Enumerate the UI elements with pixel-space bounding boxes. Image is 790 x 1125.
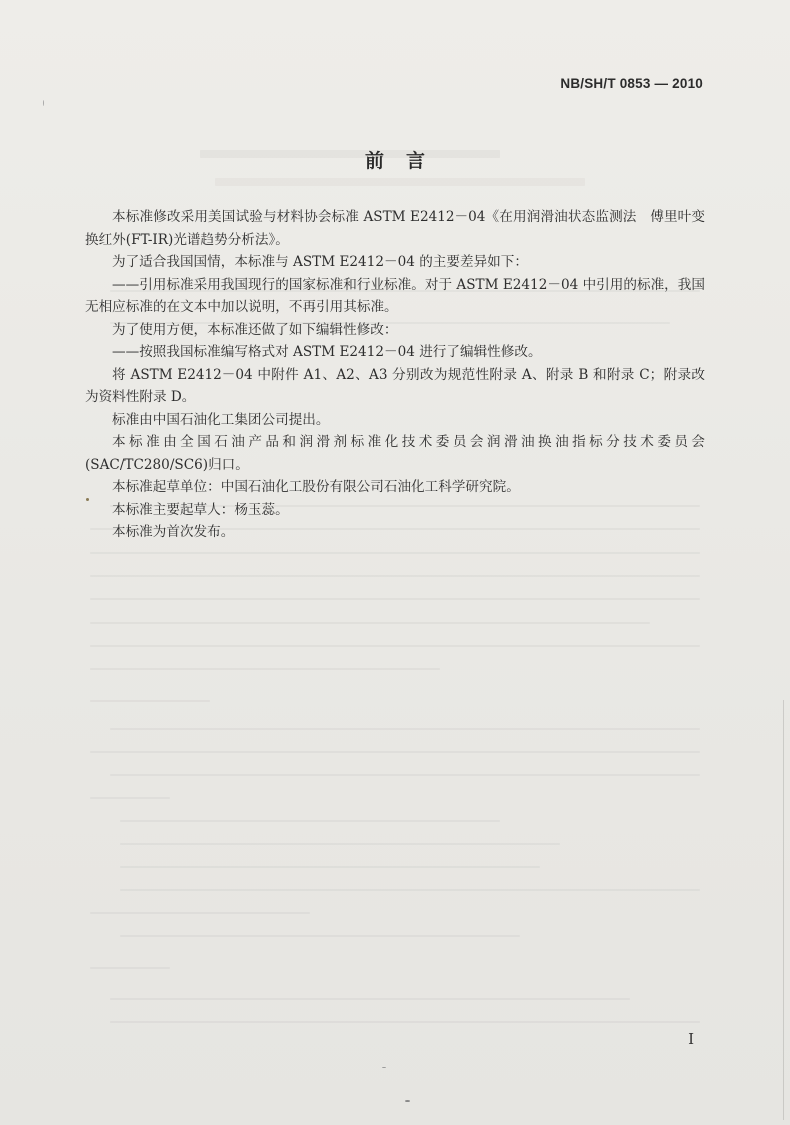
- scan-speck: [86, 498, 89, 501]
- paragraph: 本标准为首次发布。: [112, 524, 235, 540]
- paragraph: 将 ASTM E2412－04 中附件 A1、A2、A3 分别改为规范性附录 A、附录 B 和附录 C；附录改为资料性附录 D。: [85, 366, 705, 405]
- bleed-through-line: [120, 889, 700, 891]
- bleed-through-line: [120, 866, 540, 868]
- bleed-through-line: [90, 967, 170, 969]
- bleed-through-line: [110, 774, 700, 776]
- scan-speck: [382, 1067, 386, 1068]
- bleed-through-line: [90, 598, 700, 600]
- scan-speck: [43, 100, 44, 106]
- bleed-through-line: [90, 668, 440, 670]
- scan-edge-shadow: [783, 700, 784, 1120]
- bleed-through-line: [120, 820, 500, 822]
- paragraph: 标准由中国石油化工集团公司提出。: [112, 411, 330, 428]
- bleed-through-line: [90, 552, 700, 554]
- page-title: 前言: [364, 150, 447, 172]
- paragraph: 本标准修改采用美国试验与材料协会标准 ASTM E2412－04《在用润滑油状态监测法 傅里叶变换红外(FT-IR)光谱趋势分析法》。: [85, 209, 705, 248]
- paragraph: ——按照我国标准编写格式对 ASTM E2412－04 进行了编辑性修改。: [112, 344, 542, 360]
- document-body: [85, 206, 705, 544]
- paragraph: 为了适合我国国情，本标准与 ASTM E2412－04 的主要差异如下：: [112, 254, 528, 270]
- bleed-through-line: [110, 1021, 700, 1023]
- bleed-through-line: [90, 645, 700, 647]
- paragraph: 本标准主要起草人：杨玉蕊。: [112, 501, 289, 518]
- bleed-through-line: [90, 622, 650, 624]
- paragraph: 本标准起草单位：中国石油化工股份有限公司石油化工科学研究院。: [112, 479, 520, 495]
- paragraph: ——引用标准采用我国现行的国家标准和行业标准。对于 ASTM E2412－04 中引用的标准，我国无相应标准的在文本中加以说明，不再引用其标准。: [85, 276, 705, 315]
- bleed-through-line: [120, 935, 520, 937]
- bleed-through-line: [90, 700, 210, 702]
- standard-code: NB/SH/T 0853 — 2010: [560, 76, 703, 91]
- paragraph: 为了使用方便，本标准还做了如下编辑性修改：: [112, 321, 398, 338]
- bleed-through-line: [120, 843, 560, 845]
- bleed-through-line: [90, 751, 700, 753]
- paragraph: 本标准由全国石油产品和润滑剂标准化技术委员会润滑油换油指标分技术委员会(SAC/TC280/SC6)归口。: [85, 434, 705, 473]
- bleed-through-line: [90, 912, 310, 914]
- bleed-through-line: [110, 728, 700, 730]
- page-number: I: [688, 1030, 694, 1048]
- bleed-through-line: [215, 178, 585, 186]
- scan-speck: [405, 1100, 410, 1102]
- bleed-through-line: [110, 998, 630, 1000]
- bleed-through-line: [90, 797, 170, 799]
- bleed-through-line: [90, 575, 700, 577]
